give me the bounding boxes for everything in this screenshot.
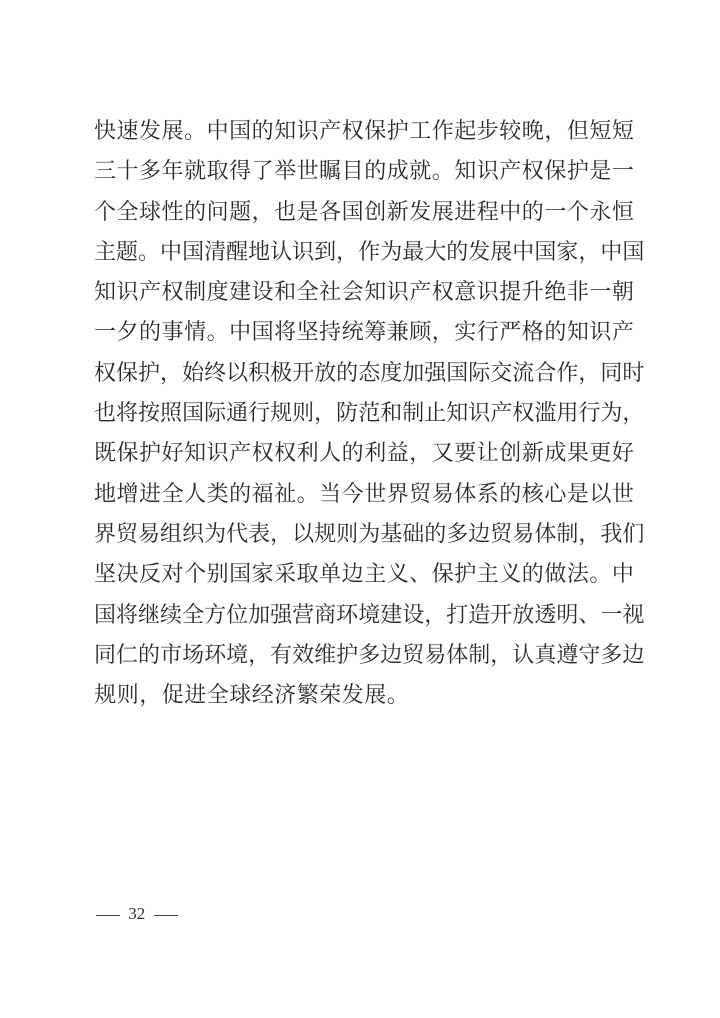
text-line: 也 将 按 照 国 际 通 行 规 则 ， 防 范 和 制 止 知 识 产 权 滥 用 行 为 ， xyxy=(94,401,645,427)
text-line: 坚 决 反 对 个 别 国 家 采 取 单 边 主 义 、 保 护 主 义 的 做 法 。 中 xyxy=(94,562,634,588)
text-line: 既 保 护 好 知 识 产 权 权 利 人 的 利 益 ， 又 要 让 创 新 成 果 更 好 xyxy=(94,441,634,467)
text-line: 三 十 多 年 就 取 得 了 举 世 瞩 目 的 成 就 。 知 识 产 权 保 护 是 一 xyxy=(94,159,634,185)
text-line: 权 保 护 ， 始 终 以 积 极 开 放 的 态 度 加 强 国 际 交 流 合 作 ， 同 时 xyxy=(94,360,645,386)
text-line: 主 题 。 中 国 清 醒 地 认 识 到 ， 作 为 最 大 的 发 展 中 国 家 ， 中 国 xyxy=(94,239,645,265)
page-number: 32 xyxy=(128,904,146,923)
text-line: 界 贸 易 组 织 为 代 表 ， 以 规 则 为 基 础 的 多 边 贸 易 体 制 ， 我 们 xyxy=(94,521,645,547)
text-line: 同 仁 的 市 场 环 境 ， 有 效 维 护 多 边 贸 易 体 制 ， 认 真 遵 守 多 边 xyxy=(94,642,645,668)
text-line: 一 夕 的 事 情 。 中 国 将 坚 持 统 筹 兼 顾 ， 实 行 严 格 的 知 识 产 xyxy=(94,320,634,346)
text-line: 个 全 球 性 的 问 题 ， 也 是 各 国 创 新 发 展 进 程 中 的 一 个 永 恒 xyxy=(94,199,634,225)
right-dash xyxy=(154,915,178,916)
text-line: 知 识 产 权 制 度 建 设 和 全 社 会 知 识 产 权 意 识 提 升 绝 非 一 朝 xyxy=(94,280,634,306)
page-footer xyxy=(92,904,182,924)
left-dash xyxy=(96,915,120,916)
text-line: 地 增 进 全 人 类 的 福 祉 。 当 今 世 界 贸 易 体 系 的 核 心 是 以 世 xyxy=(94,481,634,507)
body-paragraph xyxy=(94,112,645,716)
text-line: 规 则 ， 促 进 全 球 经 济 繁 荣 发 展 。 xyxy=(94,683,409,709)
text-line: 国 将 继 续 全 方 位 加 强 营 商 环 境 建 设 ， 打 造 开 放 透 明 、 一 视 xyxy=(94,602,645,628)
text-line: 快 速 发 展 。 中 国 的 知 识 产 权 保 护 工 作 起 步 较 晚 ， 但 短 短 xyxy=(94,119,634,144)
